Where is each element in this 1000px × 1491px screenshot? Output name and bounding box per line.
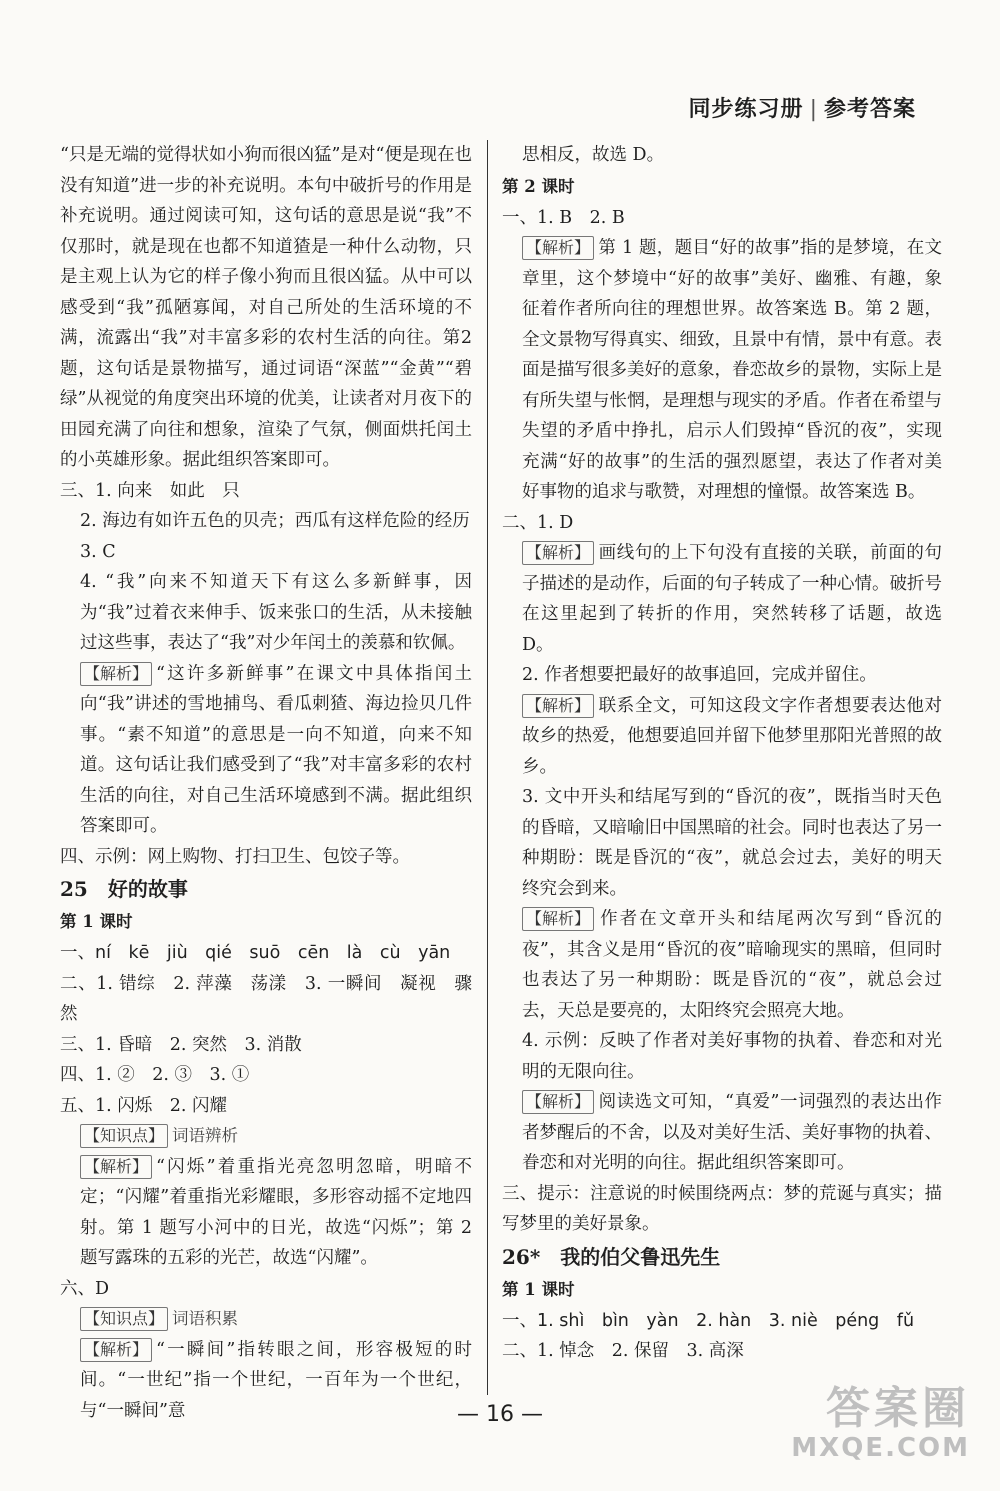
- lesson-title: 25 好的故事: [60, 877, 188, 901]
- answer-item: 3. C: [80, 541, 116, 562]
- analysis-text: 联系全文，可知这段文字作者想要表达他对故乡的热爱，他想要追回并留下他梦里那阳光普照的故乡。: [522, 695, 942, 777]
- header-separator: |: [809, 97, 818, 122]
- answer-item: 4. 示例：反映了作者对美好事物的执着、眷恋和对光明的无限向往。: [522, 1031, 942, 1082]
- answer-item: 二、1. D: [502, 512, 574, 533]
- left-column: [60, 140, 472, 1426]
- knowledge-text: 词语积累: [172, 1309, 239, 1328]
- lesson-period: 第 1 课时: [60, 912, 133, 931]
- answer-item: 一、ní kē jiù qié suō cēn là cù yān: [60, 943, 451, 963]
- analysis-tag: 【解析】: [522, 907, 594, 931]
- answer-item: 二、1. 悼念 2. 保留 3. 高深: [502, 1341, 744, 1361]
- answer-item: 一、1. shì bìn yàn 2. hàn 3. niè péng fǔ: [502, 1310, 915, 1331]
- answer-item: 四、示例：网上购物、打扫卫生、包饺子等。: [60, 846, 410, 867]
- answer-item: 一、1. B 2. B: [502, 207, 625, 228]
- answer-item: 4. “我”向来不知道天下有这么多新鲜事，因为“我”过着衣来伸手、饭来张口的生活，从未接触过这些事，表达了“我”对少年闰土的羡慕和钦佩。: [80, 572, 472, 653]
- analysis-block: [60, 1152, 472, 1274]
- answer-item: 三、1. 向来 如此 只: [60, 480, 240, 501]
- running-header: [689, 92, 916, 123]
- analysis-text: “闪烁”着重指光亮忽明忽暗，明暗不定；“闪耀”着重指光彩耀眼，多形容动摇不定地四射。第 1 题写小河中的日光，故选“闪烁”；第 2 题写露珠的五彩的光芒，故选“闪耀”。: [80, 1156, 472, 1268]
- analysis-text: 作者在文章开头和结尾两次写到“昏沉的夜”，其含义是用“昏沉的夜”暗喻现实的黑暗，但同时也表达了另一种期盼：既是昏沉的“夜”，就总会过去，天总是要亮的，太阳终究会照亮大地。: [522, 909, 942, 1021]
- analysis-block: [502, 1087, 942, 1179]
- watermark-logo: [791, 1385, 970, 1463]
- answer-item: 四、1. ② 2. ③ 3. ①: [60, 1065, 250, 1085]
- analysis-text: 第 1 题，题目“好的故事”指的是梦境，在文章里，这个梦境中“好的故事”美好、幽雅、有趣，象征着作者所向往的理想世界。故答案选 B。第 2 题，全文景物写得真实、细致，且景中有情，景中有意。表面是描写很多美好的意象，眷恋故乡的景物，实际上是有所失望与怅惘，是理想与现实的矛盾。作者在希望与失望的矛盾中挣扎，启示人们毁掉“昏沉的夜”，实现充满“好的故事”的生活的强烈愿望，表达了作者对美好事物的追求与歌赞，对理想的憧憬。故答案选 B。: [522, 238, 942, 502]
- analysis-tag: 【解析】: [80, 1338, 152, 1362]
- analysis-block: [60, 659, 472, 842]
- lesson-period: 第 2 课时: [502, 176, 575, 196]
- paragraph: “只是无端的觉得状如小狗而很凶猛”是对“便是现在也没有知道”进一步的补充说明。本句中破折号的作用是补充说明。通过阅读可知，这句话的意思是说“我”不仅那时，就是现在也都不知道猹是一种什么动物，只是主观上认为它的样子像小狗而且很凶猛。从中可以感受到“我”孤陋寡闻，对自己所处的生活环境的不满，流露出“我”对丰富多彩的农村生活的向往。第2题，这句话是景物描写，通过词语“深蓝”“金黄”“碧绿”从视觉的角度突出环境的优美，让读者对月夜下的田园充满了向往和想象，渲染了气氛，侧面烘托闰土的小英雄形象。据此组织答案即可。: [60, 145, 472, 470]
- section-title: 参考答案: [823, 97, 916, 122]
- answer-item: 3. 文中开头和结尾写到的“昏沉的夜”，既指当时天色的昏暗，又暗喻旧中国黑暗的社会。同时也表达了另一种期盼：既是昏沉的“夜”，就总会过去，美好的明天终究会到来。: [522, 787, 942, 899]
- analysis-tag: 【解析】: [522, 236, 594, 260]
- analysis-text: “这许多新鲜事”在课文中具体指闰土向“我”讲述的雪地捕鸟、看瓜刺猹、海边捡贝几件事。“素不知道”的意思是一向不知道，向来不知道。这句话让我们感受到了“我”对丰富多彩的农村生活的向往，对自己生活环境感到不满。据此组织答案即可。: [80, 663, 472, 836]
- analysis-tag: 【解析】: [522, 1090, 594, 1114]
- analysis-block: [502, 904, 942, 1026]
- knowledge-point: [60, 1304, 472, 1335]
- analysis-text: 画线句的上下句没有直接的关联，前面的句子描述的是动作，后面的句子转成了一种心情。破折号在这里起到了转折的作用，突然转移了话题，故选 D。: [522, 543, 942, 655]
- watermark-text: 答案圈: [826, 1383, 970, 1434]
- analysis-text: “一瞬间”指转眼之间，形容极短的时间。“一世纪”指一个世纪，一百年为一个世纪，与“一瞬间”意: [80, 1339, 472, 1421]
- page-number: — 16 —: [457, 1402, 543, 1427]
- knowledge-point: [60, 1121, 472, 1152]
- column-divider: [487, 140, 488, 1395]
- analysis-tag: 【解析】: [522, 541, 594, 565]
- analysis-tag: 【解析】: [522, 694, 594, 718]
- knowledge-text: 词语辨析: [172, 1126, 239, 1145]
- lesson-period: 第 1 课时: [502, 1279, 575, 1299]
- analysis-block: [502, 691, 942, 783]
- answer-item: 六、D: [60, 1278, 110, 1299]
- analysis-text: 阅读选文可知，“真爱”一词强烈的表达出作者梦醒后的不舍，以及对美好生活、美好事物的执着、眷恋和对光明的向往。据此组织答案即可。: [522, 1092, 942, 1173]
- analysis-tag: 【解析】: [80, 1155, 152, 1179]
- answer-item: 2. 作者想要把最好的故事追回，完成并留住。: [522, 665, 877, 685]
- answer-item: 二、1. 错综 2. 萍藻 荡漾 3. 一瞬间 凝视 骤然: [60, 973, 472, 1024]
- knowledge-tag: 【知识点】: [80, 1124, 168, 1148]
- answer-item: 三、提示：注意说的时候围绕两点：梦的荒诞与真实；描写梦里的美好景象。: [502, 1183, 942, 1234]
- paragraph: 思相反，故选 D。: [522, 145, 665, 165]
- watermark-url: MXQE.COM: [791, 1433, 970, 1463]
- analysis-block: [502, 233, 942, 508]
- analysis-tag: 【解析】: [80, 662, 152, 686]
- book-title: 同步练习册: [688, 97, 804, 122]
- knowledge-tag: 【知识点】: [80, 1307, 168, 1331]
- answer-item: 2. 海边有如许五色的贝壳；西瓜有这样危险的经历: [80, 511, 470, 531]
- right-column: [502, 140, 942, 1367]
- answer-item: 三、1. 昏暗 2. 突然 3. 消散: [60, 1034, 302, 1055]
- answer-item: 五、1. 闪烁 2. 闪耀: [60, 1095, 228, 1116]
- lesson-title: 26* 我的伯父鲁迅先生: [502, 1244, 721, 1269]
- analysis-block: [502, 538, 942, 660]
